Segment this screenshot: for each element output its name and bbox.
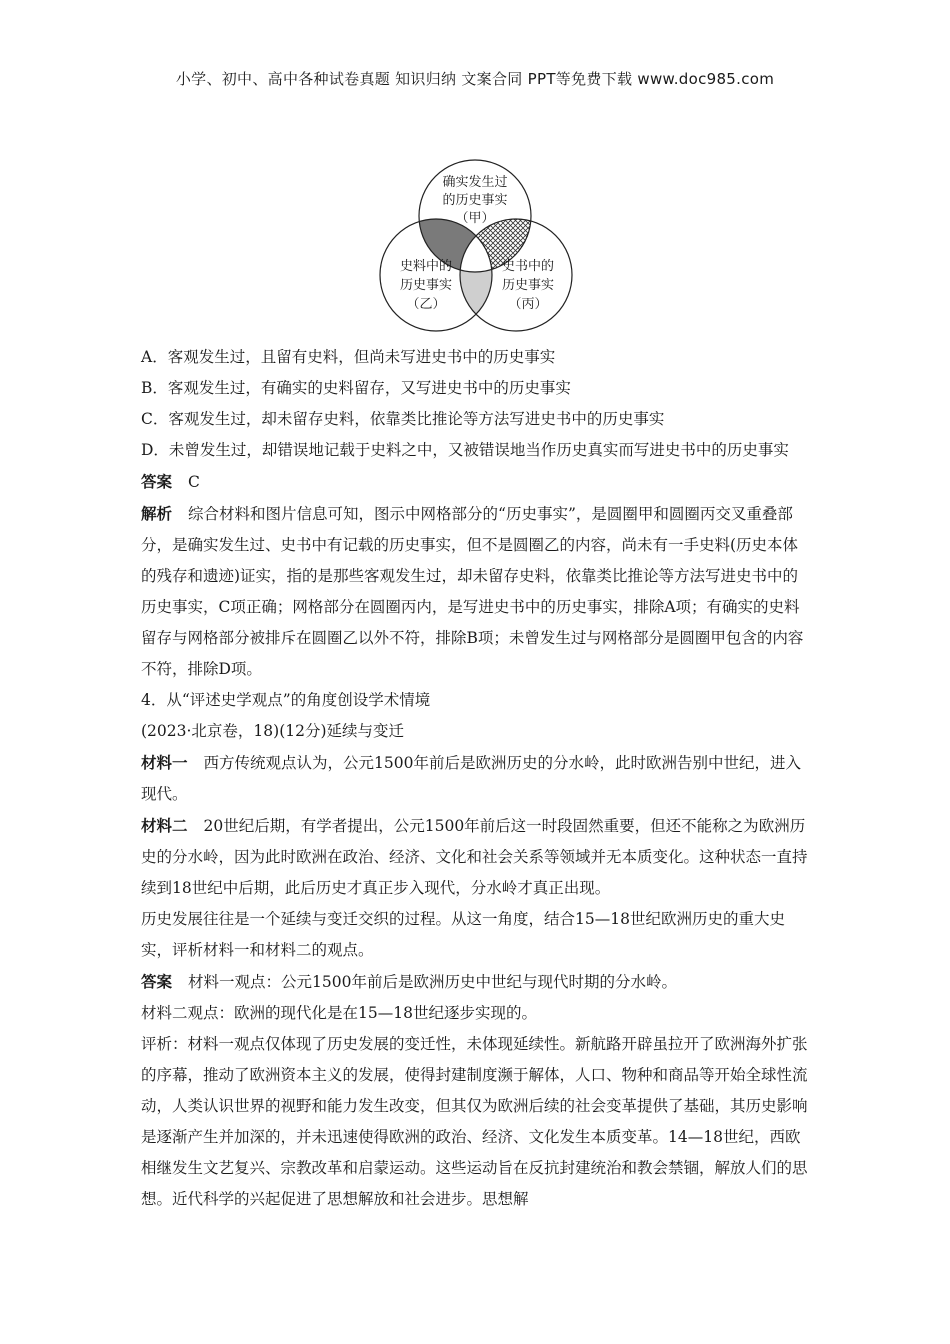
q4-source: (2023·北京卷，18)(12分)延续与变迁 <box>141 722 405 740</box>
q4-question: 历史发展往往是一个延续与变迁交织的过程。从这一角度，结合15—18世纪欧洲历史的重大史实，评析材料一和材料二的观点。 <box>141 910 785 959</box>
jia-line1: 确实发生过 <box>442 175 508 190</box>
bing-line3: （丙） <box>508 297 548 312</box>
material-two-label: 材料二 <box>141 816 188 835</box>
venn-diagram <box>378 158 574 334</box>
material-two <box>141 810 813 904</box>
option-b: B．客观发生过，有确实的史料留存，又写进史书中的历史事实 <box>141 379 571 397</box>
q3-answer <box>141 466 813 498</box>
bing-line2: 历史事实 <box>501 278 555 293</box>
jia-line2: 的历史事实 <box>442 193 508 208</box>
yi-line1: 史料中的 <box>399 259 453 274</box>
q3-analysis <box>141 498 813 685</box>
analysis-label: 解析 <box>141 504 173 523</box>
option-c: C．客观发生过，却未留存史料，依靠类比推论等方法写进史书中的历史事实 <box>141 410 665 428</box>
yi-line3: （乙） <box>406 297 446 312</box>
yi-line2: 历史事实 <box>399 278 453 293</box>
document-body <box>141 342 813 1215</box>
analysis-text: 综合材料和图片信息可知，图示中网格部分的“历史事实”，是圆圈甲和圆圈丙交叉重叠部分，是确实发生过、史书中有记载的历史事实，但不是圆圈乙的内容，尚未有一手史料(历史本体的残存和遗迹)证实，指的是那些客观发生过，却未留存史料，依靠类比推论等方法写进史书中的历史事实，C项正确；网格部分在圆圈丙内，是写进史书中的历史事实，排除A项；有确实的史料留存与网格部分被排斥在圆圈乙以外不符，排除B项；未曾发生过与网格部分是圆圈甲包含的内容不符，排除D项。 <box>141 505 804 678</box>
option-a: A．客观发生过，且留有史料，但尚未写进史书中的历史事实 <box>141 348 556 366</box>
q4-answer-2: 材料二观点：欧洲的现代化是在15—18世纪逐步实现的。 <box>141 1004 537 1022</box>
material-one <box>141 747 813 810</box>
q4-answer-label: 答案 <box>141 972 173 991</box>
bing-line1: 史书中的 <box>501 259 555 274</box>
material-one-text: 西方传统观点认为，公元1500年前后是欧洲历史的分水岭，此时欧洲告别中世纪，进入现代。 <box>141 754 801 803</box>
answer-value: C <box>188 473 200 491</box>
answer-label: 答案 <box>141 472 173 491</box>
option-d: D．未曾发生过，却错误地记载于史料之中，又被错误地当作历史真实而写进史书中的历史事实 <box>141 441 789 459</box>
q4-answer-text: 材料一观点：公元1500年前后是欧洲历史中世纪与现代时期的分水岭。 <box>188 973 677 991</box>
q4-analysis: 评析：材料一观点仅体现了历史发展的变迁性，未体现延续性。新航路开辟虽拉开了欧洲海外扩张的序幕，推动了欧洲资本主义的发展，使得封建制度濒于解体，人口、物种和商品等开始全球性流动，人类认识世界的视野和能力发生改变，但其仅为欧洲后续的社会变革提供了基础，其历史影响是逐渐产生并加深的，并未迅速使得欧洲的政治、经济、文化发生本质变革。14—18世纪，西欧相继发生文艺复兴、宗教改革和启蒙运动。这些运动旨在反抗封建统治和教会禁锢，解放人们的思想。近代科学的兴起促进了思想解放和社会进步。思想解 <box>141 1035 808 1208</box>
material-two-text: 20世纪后期，有学者提出，公元1500年前后这一时段固然重要，但还不能称之为欧洲历史的分水岭，因为此时欧洲在政治、经济、文化和社会关系等领域并无本质变化。这种状态一直持续到18世纪中后期，此后历史才真正步入现代，分水岭才真正出现。 <box>141 817 808 897</box>
page-header: 小学、初中、高中各种试卷真题 知识归纳 文案合同 PPT等免费下载 www.doc985.com <box>175 70 775 88</box>
material-one-label: 材料一 <box>141 753 188 772</box>
q4-answer <box>141 966 813 998</box>
q4-heading: 4．从“评述史学观点”的角度创设学术情境 <box>141 691 431 709</box>
jia-line3: （甲） <box>455 211 495 226</box>
